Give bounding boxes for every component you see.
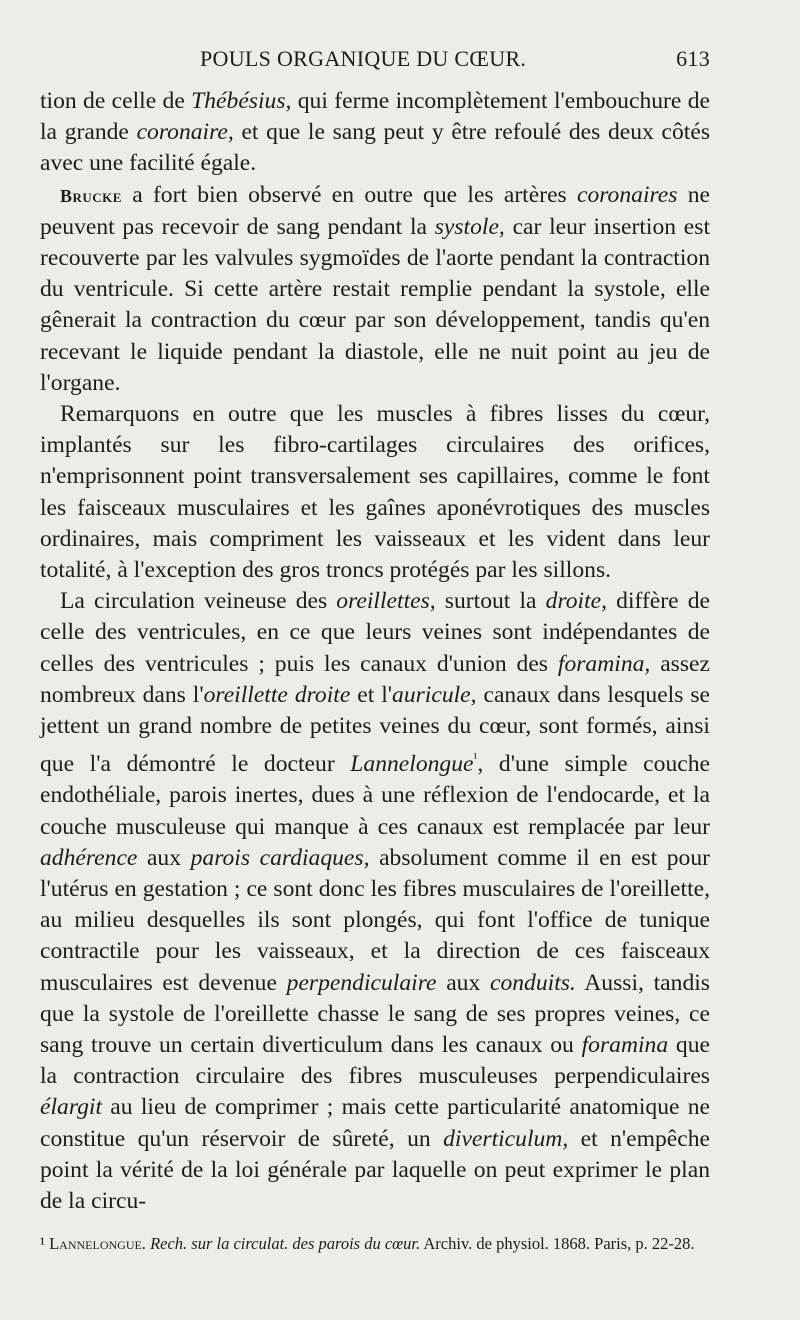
text-run: Thébésius, <box>191 88 292 114</box>
text-run: foramina <box>581 1031 669 1058</box>
text-run: systole, <box>434 213 505 240</box>
text-run: , d'une simple couche endothéliale, parois inertes, dues à une réflexion de l'endocarde, et la couche musculeuse qui manque à ces canaux est remplacée par leur <box>40 751 710 840</box>
text-run: coronaire, <box>136 119 234 146</box>
text-run: surtout la <box>435 588 546 615</box>
text-run: diffère de celle des ventricules, en ce que leurs veines sont indépendantes de celles des ventricules ; puis les canaux d'union des <box>40 588 711 677</box>
text-run: perpendiculaire <box>286 969 437 996</box>
text-run: adhérence <box>40 844 138 871</box>
text-run: La circulation veineuse des <box>60 588 337 615</box>
text-run: aux <box>137 844 191 871</box>
text-run: Aussi, tandis que la systole de l'oreillette chasse le sang de ses propres veines, ce sang trouve un certain diverticulum dans les canaux ou <box>40 969 710 1058</box>
text-run: oreillette droite <box>203 681 351 708</box>
text-run: tion de celle de <box>40 88 192 114</box>
text-run: absolument comme il en est pour l'utérus en gestation ; ce sont donc les fibres musculaires de l'oreillette, au milieu desquelles ils sont plongés, qui font l'office de tunique contractile pour les vaisseaux, et la direction de ces faisceaux musculaires est devenue <box>40 844 710 996</box>
footnote <box>40 1232 710 1256</box>
text-run: canaux dans lesquels se jettent un grand nombre de petites veines du cœur, sont formés, ainsi que l'a démontré le docteur <box>40 681 710 778</box>
footnote-author: Lannelongue. <box>49 1234 146 1253</box>
text-run: a fort bien observé en outre que les artères <box>121 181 577 208</box>
paragraph-3 <box>40 399 710 586</box>
text-run: car leur insertion est recouverte par les valvules sygmoïdes de l'aorte pendant la contraction du ventricule. Si cette artère restait remplie pendant la systole, elle gênerait la contraction du cœur par son développement, tandis qu'en recevant le liquide pendant la diastole, elle ne nuit point au jeu de l'organe. <box>40 213 710 396</box>
text-run: coronaires <box>576 181 678 208</box>
text-run: aux <box>436 969 490 996</box>
text-run: Lannelongue <box>350 751 474 778</box>
paragraph-2 <box>40 180 710 399</box>
text-run: Brucke <box>60 185 122 206</box>
text-run: auricule, <box>392 681 477 708</box>
text-run: et n'empêche point la vérité de la loi générale par laquelle on peut exprimer le plan de la circu- <box>40 1125 710 1214</box>
text-run: élargit <box>40 1094 103 1121</box>
footnote-reference-title: Rech. sur la circulat. des parois du cœur. <box>150 1234 421 1253</box>
text-run: et que le sang peut y être refoulé des deux côtés avec une facilité égale. <box>40 119 710 177</box>
paragraph-4 <box>40 586 710 1217</box>
text-run: assez nombreux dans l' <box>40 650 710 708</box>
text-run: diverticulum, <box>443 1125 569 1152</box>
text-run: ¹ <box>473 750 478 766</box>
text-run: au lieu de comprimer ; mais cette particularité anatomique ne constitue qu'un réservoir de sûreté, un <box>40 1094 710 1152</box>
text-run: parois cardiaques, <box>190 844 370 871</box>
paragraph-1 <box>40 86 710 180</box>
text-run: et l' <box>350 681 393 708</box>
running-title: POULS ORGANIQUE DU CŒUR. <box>200 46 527 71</box>
body-text <box>40 86 710 1217</box>
footnote-marker: ¹ <box>40 1234 45 1253</box>
text-run: droite, <box>545 588 608 615</box>
text-run: qui ferme incomplètement l'embouchure de la grande <box>40 88 710 146</box>
page-number: 613 <box>676 46 710 71</box>
text-run: oreillettes, <box>336 588 436 615</box>
text-run: ne peuvent pas recevoir de sang pendant la <box>40 181 710 240</box>
text-run: foramina, <box>557 650 651 677</box>
footnote-reference-details: Archiv. de physiol. 1868. Paris, p. 22-28. <box>420 1234 695 1253</box>
text-run: Remarquons en outre que les muscles à fibres lisses du cœur, implantés sur les fibro-cartilages circulaires des orifices, n'emprisonnent point transversalement ses capillaires, comme le font les faisceaux musculaires et les gaînes aponévrotiques des muscles ordinaires, mais compriment les vaisseaux et les vident dans leur totalité, à l'exception des gros troncs protégés par les sillons. <box>40 401 710 584</box>
page-header <box>40 46 710 76</box>
text-run: que la contraction circulaire des fibres musculeuses perpendiculaires <box>40 1031 710 1090</box>
text-run: conduits. <box>489 969 576 996</box>
